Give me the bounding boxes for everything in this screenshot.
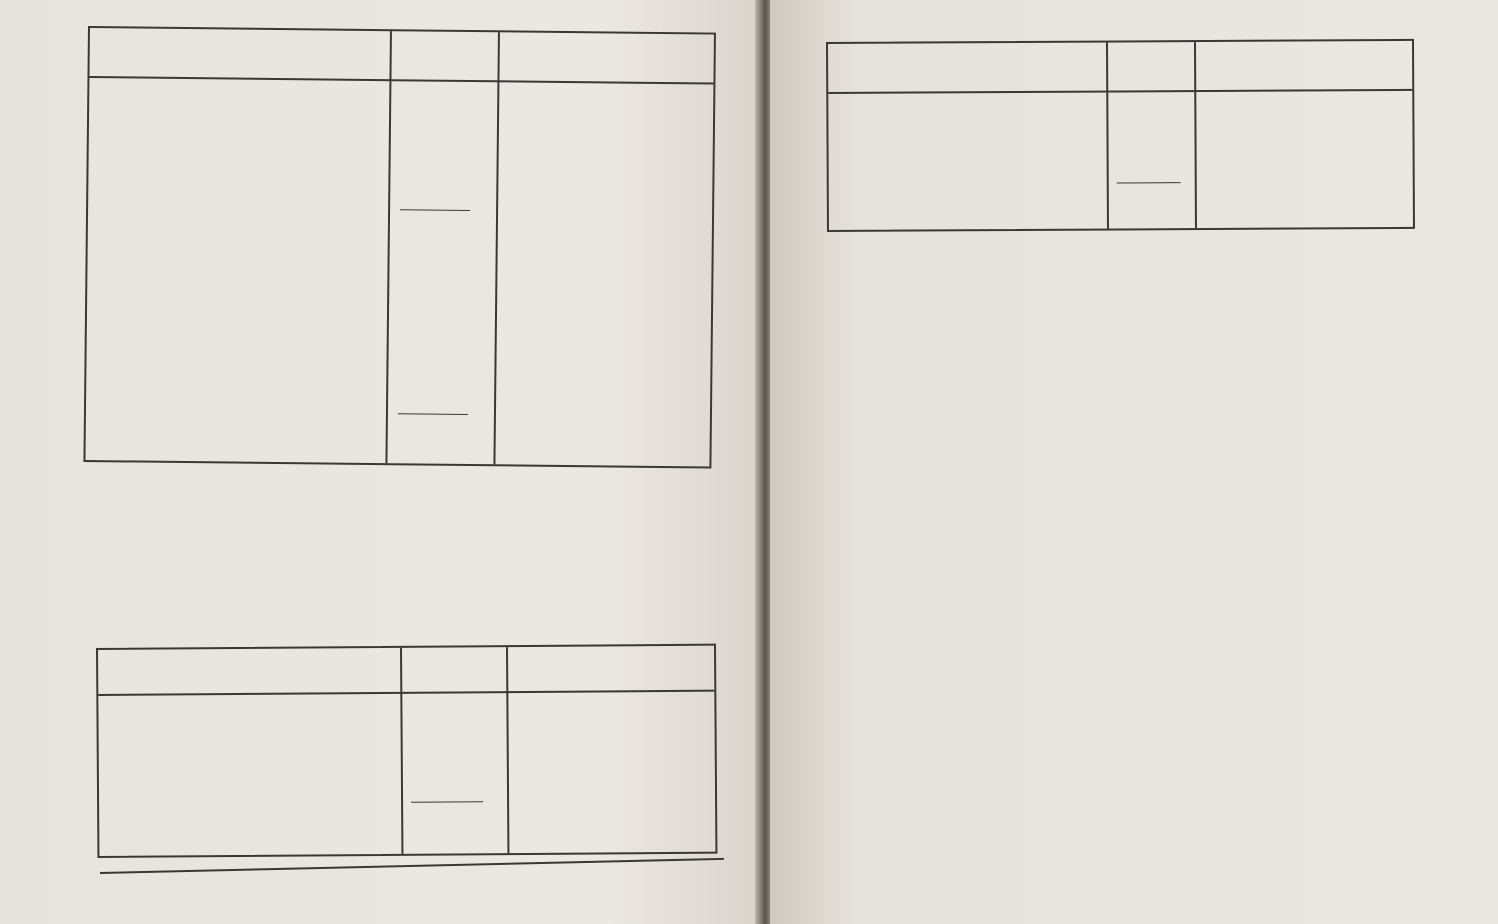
col-header-tonnage — [400, 41, 490, 42]
col-header-date — [516, 648, 710, 649]
table-tranche-navale — [83, 26, 716, 469]
right-page — [770, 0, 1498, 924]
table-tranche-off-shore — [826, 39, 1415, 232]
col-header-batiments — [98, 668, 400, 670]
col-header-batiments — [90, 44, 390, 47]
col-header-date — [508, 42, 708, 44]
col-header-batiments — [828, 63, 1106, 64]
table-programme-off-shore — [96, 644, 717, 858]
col-header-tonnage — [408, 655, 500, 656]
col-header-date — [1200, 53, 1410, 54]
